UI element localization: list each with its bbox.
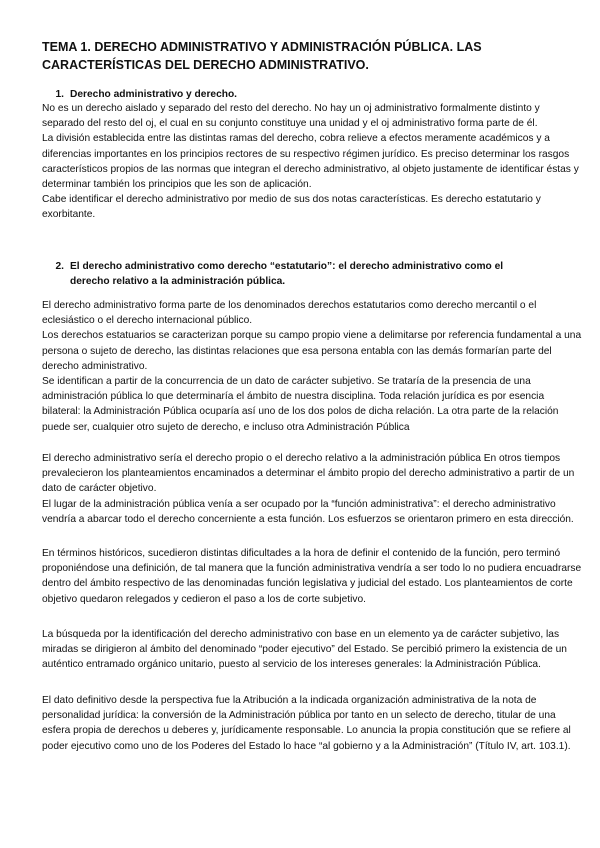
section-2-paragraph: La búsqueda por la identificación del derecho administrativo con base en un elemento ya de carácter subjetivo, las miradas se dirigieron al ámbito del denominado “poder ejecutivo” del Estado. Se percibió primero la existencia de un auténtico entramado orgánico unitario, puesto al servicio de los intereses generales: la Administración Pública. (42, 629, 567, 671)
section-2-block-3 (42, 546, 582, 607)
section-1-paragraph: No es un derecho aislado y separado del resto del derecho. No hay un oj administrativo formalmente distinto y separado del resto del oj, el cual en su conjunto constituye una unidad y el oj administrativo forma parte de él. (42, 103, 540, 130)
section-1-paragraph: La división establecida entre las distintas ramas del derecho, cobra relieve a efectos meramente académicos y a diferencias importantes en los principios rectores de su respectivo régimen jurídico. Es preciso determinar los rasgos característicos propios de las normas que integran el derecho administrativo, al objeto justamente de identificar éstas y determinar también los principios que les son de aplicación. (42, 133, 579, 191)
section-1-number: 1. (55, 89, 64, 100)
section-1-title: Derecho administrativo y derecho. (70, 89, 238, 100)
section-2-paragraph: El dato definitivo desde la perspectiva fue la Atribución a la indicada organización administrativa de la nota de personalidad jurídica: la conversión de la Administración pública por tanto en un selecto de derecho, titular de una esfera propia de derechos u deberes y, jurídicamente responsable. Lo anuncia la propia constitución que se refiere al poder ejecutivo como uno de los Poderes del Estado lo hace “al gobierno y a la Administración” (Título IV, art. 103.1). (42, 695, 571, 752)
section-2-paragraph: El derecho administrativo forma parte de los denominados derechos estatutarios como derecho mercantil o el eclesiástico o el derecho internacional público. (42, 300, 537, 327)
section-2-block-2 (42, 451, 582, 527)
section-2-block-1 (42, 298, 582, 435)
section-2-paragraph: En términos históricos, sucedieron distintas dificultades a la hora de definir el contenido de la función, pero terminó proponiéndose una definición, de tal manera que la función administrativa vendría a ser todo lo no pudiera encuadrarse dentro del ámbito respectivo de las denominadas función legislativa y judicial del estado. Los planteamientos de corte objetivo quedaron relegados y cedieron el paso a los de corte subjetivo. (42, 548, 582, 605)
section-2-paragraph: Los derechos estatuarios se caracterizan porque su campo propio viene a delimitarse por referencia fundamental a una persona o sujeto de derecho, las distintas relaciones que esa persona entabla con las demás formarían parte del derecho administrativo. (42, 330, 582, 372)
section-2-heading (42, 259, 542, 289)
document-title: TEMA 1. DERECHO ADMINISTRATIVO Y ADMINISTRACIÓN PÚBLICA. LAS CARACTERÍSTICAS DEL DERECHO ADMINISTRATIVO. (42, 40, 482, 72)
section-2-paragraph: El derecho administrativo sería el derecho propio o el derecho relativo a la administración pública En otros tiempos prevalecieron los planteamientos encaminados a determinar el ámbito propio del derecho administrativo a partir de un dato de carácter objetivo. (42, 453, 575, 495)
section-2-paragraph: Se identifican a partir de la concurrencia de un dato de carácter subjetivo. Se trataría de la presencia de una administración pública lo que determinaría el ámbito de nuestra disciplina. Toda relación jurídica es por esencia bilateral: la Administración Pública ocuparía así uno de los dos polos de dicha relación. La otra parte de la relación puede ser, cualquier otro sujeto de derecho, e incluso otra Administración Pública (42, 376, 559, 433)
section-2-number: 2. (55, 261, 64, 272)
section-2-block-5 (42, 693, 582, 754)
section-2-paragraph: El lugar de la administración pública venía a ser ocupado por la “función administrativa”: el derecho administrativo vendría a abarcar todo el derecho concerniente a esta función. Los esfuerzos se orientaron primero en esta dirección. (42, 498, 574, 525)
section-1-paragraph: Cabe identificar el derecho administrativo por medio de sus dos notas características. Es derecho estatutario y exorbitante. (42, 194, 541, 221)
section-1-body (42, 101, 582, 223)
section-1-heading (42, 87, 582, 102)
section-2-title: El derecho administrativo como derecho “estatutario”: el derecho administrativo como el derecho relativo a la administración pública. (70, 261, 504, 287)
section-2-block-4 (42, 627, 582, 673)
